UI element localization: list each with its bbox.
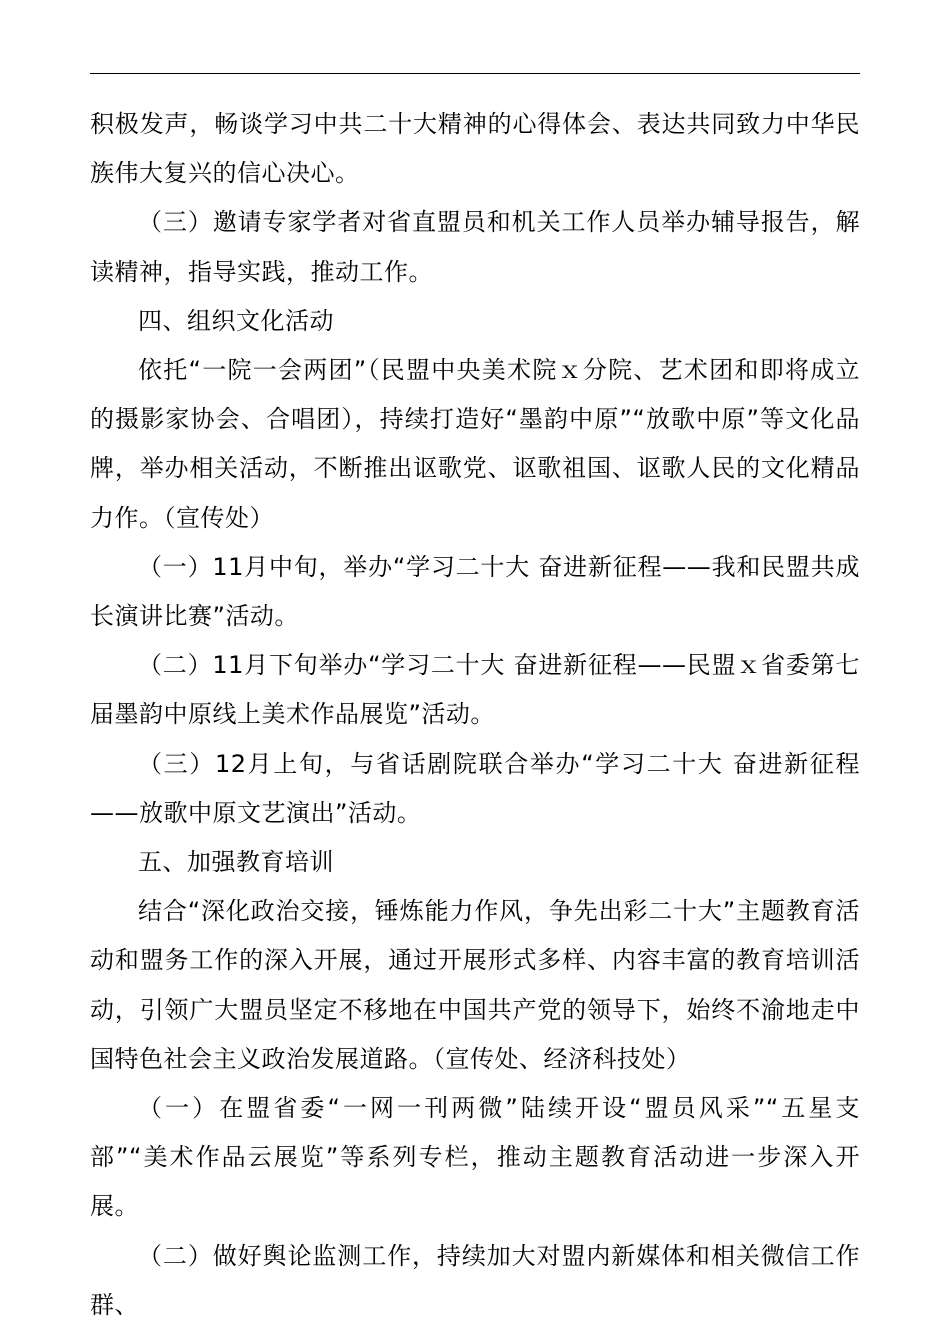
section-heading: 五、加强教育培训: [138, 848, 334, 877]
paragraph-item: （二）做好舆论监测工作，持续加大对盟内新媒体和相关微信工作群、: [90, 1241, 860, 1319]
document-body: [90, 100, 860, 1330]
header-rule: [90, 73, 860, 74]
section-heading: 四、组织文化活动: [138, 306, 334, 335]
paragraph-item: （三）12月上旬，与省话剧院联合举办“学习二十大 奋进新征程——放歌中原文艺演出”活动。: [90, 749, 860, 827]
paragraph-item: 结合“深化政治交接，锤炼能力作风，争先出彩二十大”主题教育活动和盟务工作的深入开展，通过开展形式多样、内容丰富的教育培训活动，引领广大盟员坚定不移地在中国共产党的领导下，始终不渝地走中国特色社会主义政治发展道路。（宣传处、经济科技处）: [90, 897, 860, 1073]
paragraph-item: 依托“一院一会两团”（民盟中央美术院ｘ分院、艺术团和即将成立的摄影家协会、合唱团），持续打造好“墨韵中原”“放歌中原”等文化品牌，举办相关活动，不断推出讴歌党、讴歌祖国、讴歌人民的文化精品力作。（宣传处）: [90, 356, 860, 532]
paragraph-item: （一）11月中旬，举办“学习二十大 奋进新征程——我和民盟共成长演讲比赛”活动。: [90, 552, 860, 631]
paragraph-item: （三）邀请专家学者对省直盟员和机关工作人员举办辅导报告，解读精神，指导实践，推动工作。: [90, 208, 860, 286]
paragraph-item: （一）在盟省委“一网一刊两微”陆续开设“盟员风采”“五星支部”“美术作品云展览”等系列专栏，推动主题教育活动进一步深入开展。: [90, 1094, 860, 1221]
paragraph-item: （二）11月下旬举办“学习二十大 奋进新征程——民盟ｘ省委第七届墨韵中原线上美术作品展览”活动。: [90, 651, 860, 729]
paragraph-continuation: 积极发声，畅谈学习中共二十大精神的心得体会、表达共同致力中华民族伟大复兴的信心决心。: [90, 110, 860, 188]
